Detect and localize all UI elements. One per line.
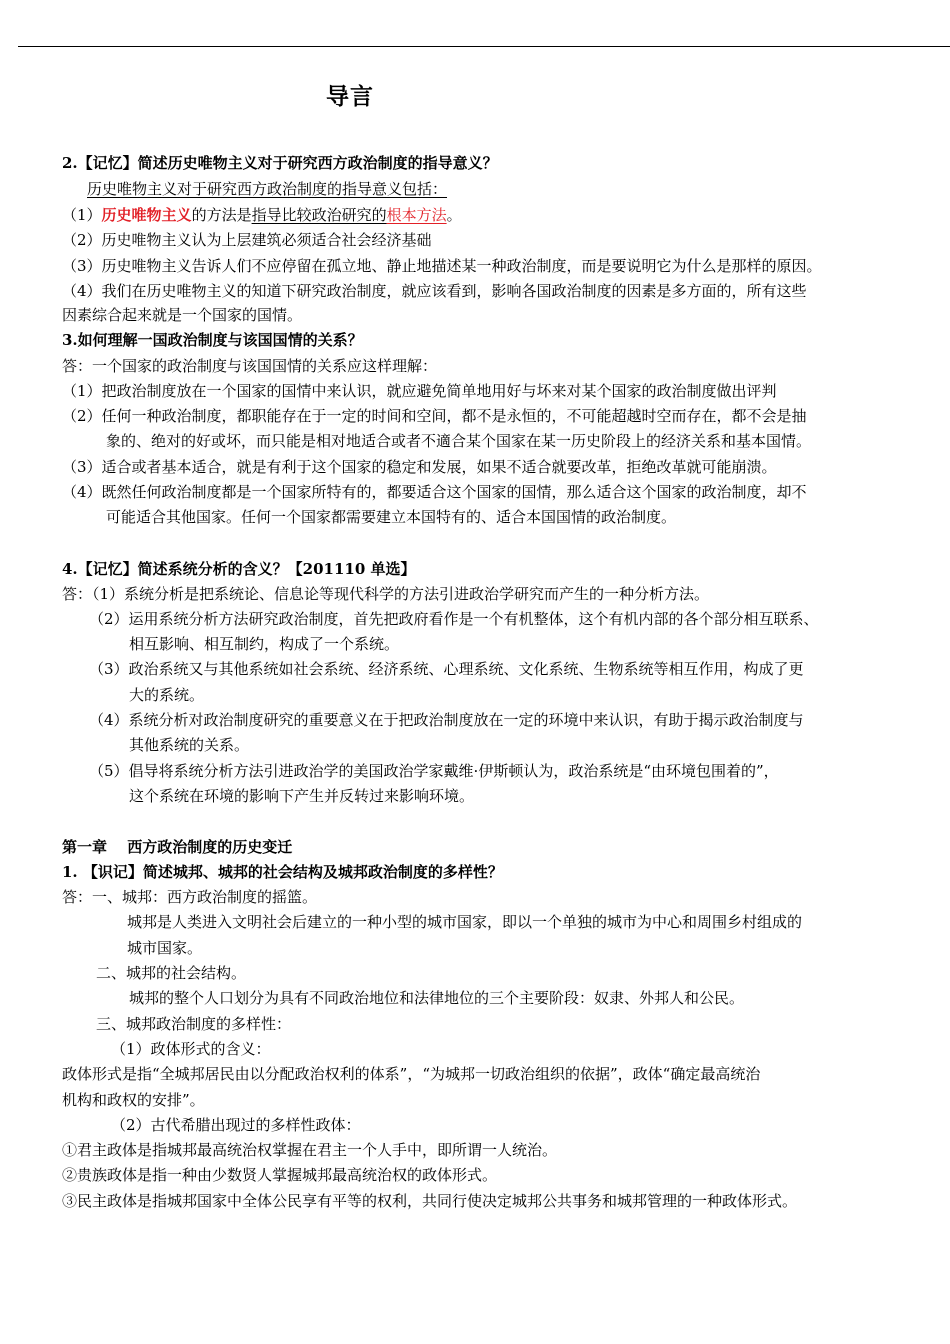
page-title: 导言	[326, 84, 374, 110]
q3-item-4-line-1: （4）既然任何政治制度都是一个国家所特有的，都要适合这个国家的国情，那么适合这个国家的政治制度，却不	[62, 483, 807, 501]
q3-item-4-line-2: 可能适合其他国家。任何一个国家都需要建立本国特有的、适合本国国情的政治制度。	[106, 508, 677, 526]
q4-item-4-line-1: （4）系统分析对政治制度研究的重要意义在于把政治制度放在一定的环境中来认识，有助于揭示政治制度与	[89, 711, 804, 729]
q2-heading: 2.【记忆】简述历史唯物主义对于研究西方政治制度的指导意义？	[62, 154, 498, 172]
q2-item-4-line-2: 因素综合起来就是一个国家的国情。	[62, 306, 303, 324]
chapter-1-heading: 第一章 西方政治制度的历史变迁	[62, 838, 293, 856]
q2-item-1-red-term: 历史唯物主义	[101, 206, 192, 224]
q4-item-5-line-1: （5）倡导将系统分析方法引进政治学的美国政治学家戴维·伊斯顿认为，政治系统是“由环境包围着的”，	[89, 762, 779, 780]
chapter-1-section-1: 答：一、城邦：西方政治制度的摇篮。	[62, 888, 318, 906]
chapter-1-q1-heading: 1. 【识记】简述城邦、城邦的社会结构及城邦政治制度的多样性？	[62, 863, 503, 881]
q3-answer: 答：一个国家的政治制度与该国国情的关系应这样理解：	[62, 357, 438, 375]
chapter-1-section-3-sub-1: （1）政体形式的含义：	[111, 1040, 271, 1058]
q4-item-5-line-2: 这个系统在环境的影响下产生并反转过来影响环境。	[129, 787, 475, 805]
chapter-1-section-2: 二、城邦的社会结构。	[96, 964, 247, 982]
chapter-1-section-3-sub-2: （2）古代希腊出现过的多样性政体：	[111, 1116, 361, 1134]
q4-item-3-line-1: （3）政治系统又与其他系统如社会系统、经济系统、心理系统、文化系统、生物系统等相互作用，构成了更	[89, 660, 804, 678]
q2-item-1-end: 。	[446, 206, 462, 224]
q4-item-1: 答：（1）系统分析是把系统论、信息论等现代科学的方法引进政治学研究而产生的一种分析方法。	[62, 585, 710, 603]
q2-item-1-num: （1）	[62, 206, 102, 224]
q2-intro: 历史唯物主义对于研究西方政治制度的指导意义包括：	[87, 180, 448, 198]
q2-item-1-mid: 的方法是	[191, 206, 252, 224]
chapter-1-polity-1: ①君主政体是指城邦最高统治权掌握在君主一个人手中，即所谓一人统治。	[62, 1141, 558, 1159]
chapter-1-section-3: 三、城邦政治制度的多样性：	[96, 1015, 292, 1033]
q4-heading: 4.【记忆】简述系统分析的含义？【201110 单选】	[62, 560, 416, 578]
q2-item-1-red-underlined: 根本方法	[386, 206, 447, 224]
header-rule	[18, 46, 950, 47]
q2-item-2: （2）历史唯物主义认为上层建筑必须适合社会经济基础	[62, 231, 432, 249]
q2-item-3: （3）历史唯物主义告诉人们不应停留在孤立地、静止地描述某一种政治制度，而是要说明它为什么是那样的原因。	[62, 257, 822, 275]
q2-item-1-underlined: 指导比较政治研究的	[251, 206, 387, 224]
q4-item-3-line-2: 大的系统。	[129, 686, 205, 704]
q3-heading: 3.如何理解一国政治制度与该国国情的关系？	[62, 331, 363, 349]
chapter-1-section-3-definition-line-1: 政体形式是指“全城邦居民由以分配政治权利的体系”，“为城邦一切政治组织的依据”，政体“确定最高统治	[62, 1065, 761, 1083]
q2-item-1	[62, 204, 462, 226]
q3-item-2-line-1: （2）任何一种政治制度，都职能存在于一定的时间和空间，都不是永恒的，不可能超越时空而存在，都不会是抽	[62, 407, 807, 425]
q3-item-1: （1）把政治制度放在一个国家的国情中来认识，就应避免简单地用好与坏来对某个国家的政治制度做出评判	[62, 382, 777, 400]
chapter-1-section-1-text-line-1: 城邦是人类进入文明社会后建立的一种小型的城市国家，即以一个单独的城市为中心和周围乡村组成的	[127, 913, 803, 931]
q4-item-2-line-1: （2）运用系统分析方法研究政治制度，首先把政府看作是一个有机整体，这个有机内部的各个部分相互联系、	[89, 610, 819, 628]
q2-item-4-line-1: （4）我们在历史唯物主义的知道下研究政治制度，就应该看到，影响各国政治制度的因素是多方面的，所有这些	[62, 282, 807, 300]
q3-item-3: （3）适合或者基本适合，就是有利于这个国家的稳定和发展，如果不适合就要改革，拒绝改革就可能崩溃。	[62, 458, 777, 476]
chapter-1-polity-2: ②贵族政体是指一种由少数贤人掌握城邦最高统治权的政体形式。	[62, 1166, 498, 1184]
chapter-1-section-2-text: 城邦的整个人口划分为具有不同政治地位和法律地位的三个主要阶段：奴隶、外邦人和公民。	[129, 989, 745, 1007]
chapter-1-section-1-text-line-2: 城市国家。	[127, 939, 203, 957]
q4-item-4-line-2: 其他系统的关系。	[129, 736, 250, 754]
chapter-1-polity-3: ③民主政体是指城邦国家中全体公民享有平等的权利，共同行使决定城邦公共事务和城邦管理的一种政体形式。	[62, 1192, 798, 1210]
q4-item-2-line-2: 相互影响、相互制约，构成了一个系统。	[129, 635, 400, 653]
q3-item-2-line-2: 象的、绝对的好或坏，而只能是相对地适合或者不適合某个国家在某一历史阶段上的经济关系和基本国情。	[106, 432, 812, 450]
chapter-1-section-3-definition-line-2: 机构和政权的安排”。	[62, 1091, 205, 1109]
